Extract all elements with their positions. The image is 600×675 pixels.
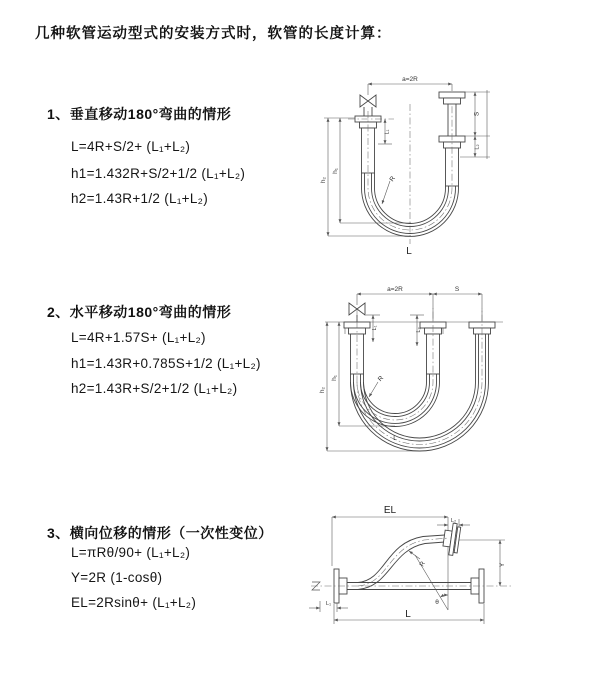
diagram-1-dimension-lines: [324, 84, 490, 236]
diagram-3-lateral-displacement: [296, 502, 564, 642]
section-1-formula-L: L=4R+S/2+ (L₁+L₂): [71, 139, 191, 154]
diagram-2-horizontal-bend: [311, 282, 543, 464]
section-1-formula-h2: h2=1.43R+1/2 (L₁+L₂): [71, 191, 209, 206]
section-2-formula-h2: h2=1.43R+S/2+1/2 (L₁+L₂): [71, 381, 238, 396]
section-3-formula-EL: EL=2Rsinθ+ (L₁+L₂): [71, 595, 197, 610]
dim-label-h2: h₂: [319, 386, 326, 394]
dim-label-s: S: [454, 286, 460, 293]
dim-label-h1: h₁: [331, 375, 338, 381]
section-2-formula-h1: h1=1.43R+0.785S+1/2 (L₁+L₂): [71, 356, 261, 371]
dim-label-r: R: [418, 560, 427, 569]
valve-icon: [360, 95, 376, 107]
diagram-2-pipes-flanges: [344, 303, 495, 374]
dim-label-h1: h₁: [332, 168, 339, 174]
section-3-heading: 3、横向位移的情形（一次性变位）: [47, 525, 273, 541]
dim-label-l: L: [406, 246, 412, 257]
section-1-formula-h1: h1=1.432R+S/2+1/2 (L₁+L₂): [71, 166, 246, 181]
dim-label-s: S: [473, 111, 481, 117]
dim-label-h2: h₂: [320, 176, 327, 184]
section-2-heading: 2、水平移动180°弯曲的情形: [47, 304, 232, 320]
dim-label-l2: L₂: [474, 144, 481, 150]
dim-label-a2r: a=2R: [387, 286, 403, 293]
dim-label-l2: L₂: [450, 518, 457, 524]
dim-label-l: L: [405, 609, 411, 620]
diagram-3-flanges: [334, 522, 484, 603]
section-1-heading: 1、垂直移动180°弯曲的情形: [47, 106, 232, 122]
dim-label-l1: L₁: [326, 601, 331, 607]
dim-label-l1: L₁: [372, 325, 378, 331]
dim-label-r: R: [376, 374, 386, 384]
dim-label-el: EL: [383, 505, 397, 516]
displaced-flange: [442, 522, 461, 556]
section-3-formula-L: L=πRθ/90+ (L₁+L₂): [71, 545, 191, 560]
dim-label-l1: L₁: [384, 129, 391, 135]
dim-label-y: Y: [499, 562, 506, 568]
dim-label-theta: θ: [435, 599, 439, 606]
dim-label-l2: L₂: [416, 327, 422, 333]
diagram-1-vertical-bend: [298, 68, 534, 262]
dim-label-r: R: [388, 175, 397, 184]
section-3-formula-Y: Y=2R (1-cosθ): [71, 570, 163, 585]
dim-label-a2r: a=2R: [402, 76, 418, 83]
page-title: 几种软管运动型式的安装方式时，软管的长度计算：: [35, 26, 392, 42]
dim-label-l: L: [393, 435, 397, 442]
section-2-formula-L: L=4R+1.57S+ (L₁+L₂): [71, 330, 206, 345]
diagram-2-hose-outline: [351, 334, 489, 451]
